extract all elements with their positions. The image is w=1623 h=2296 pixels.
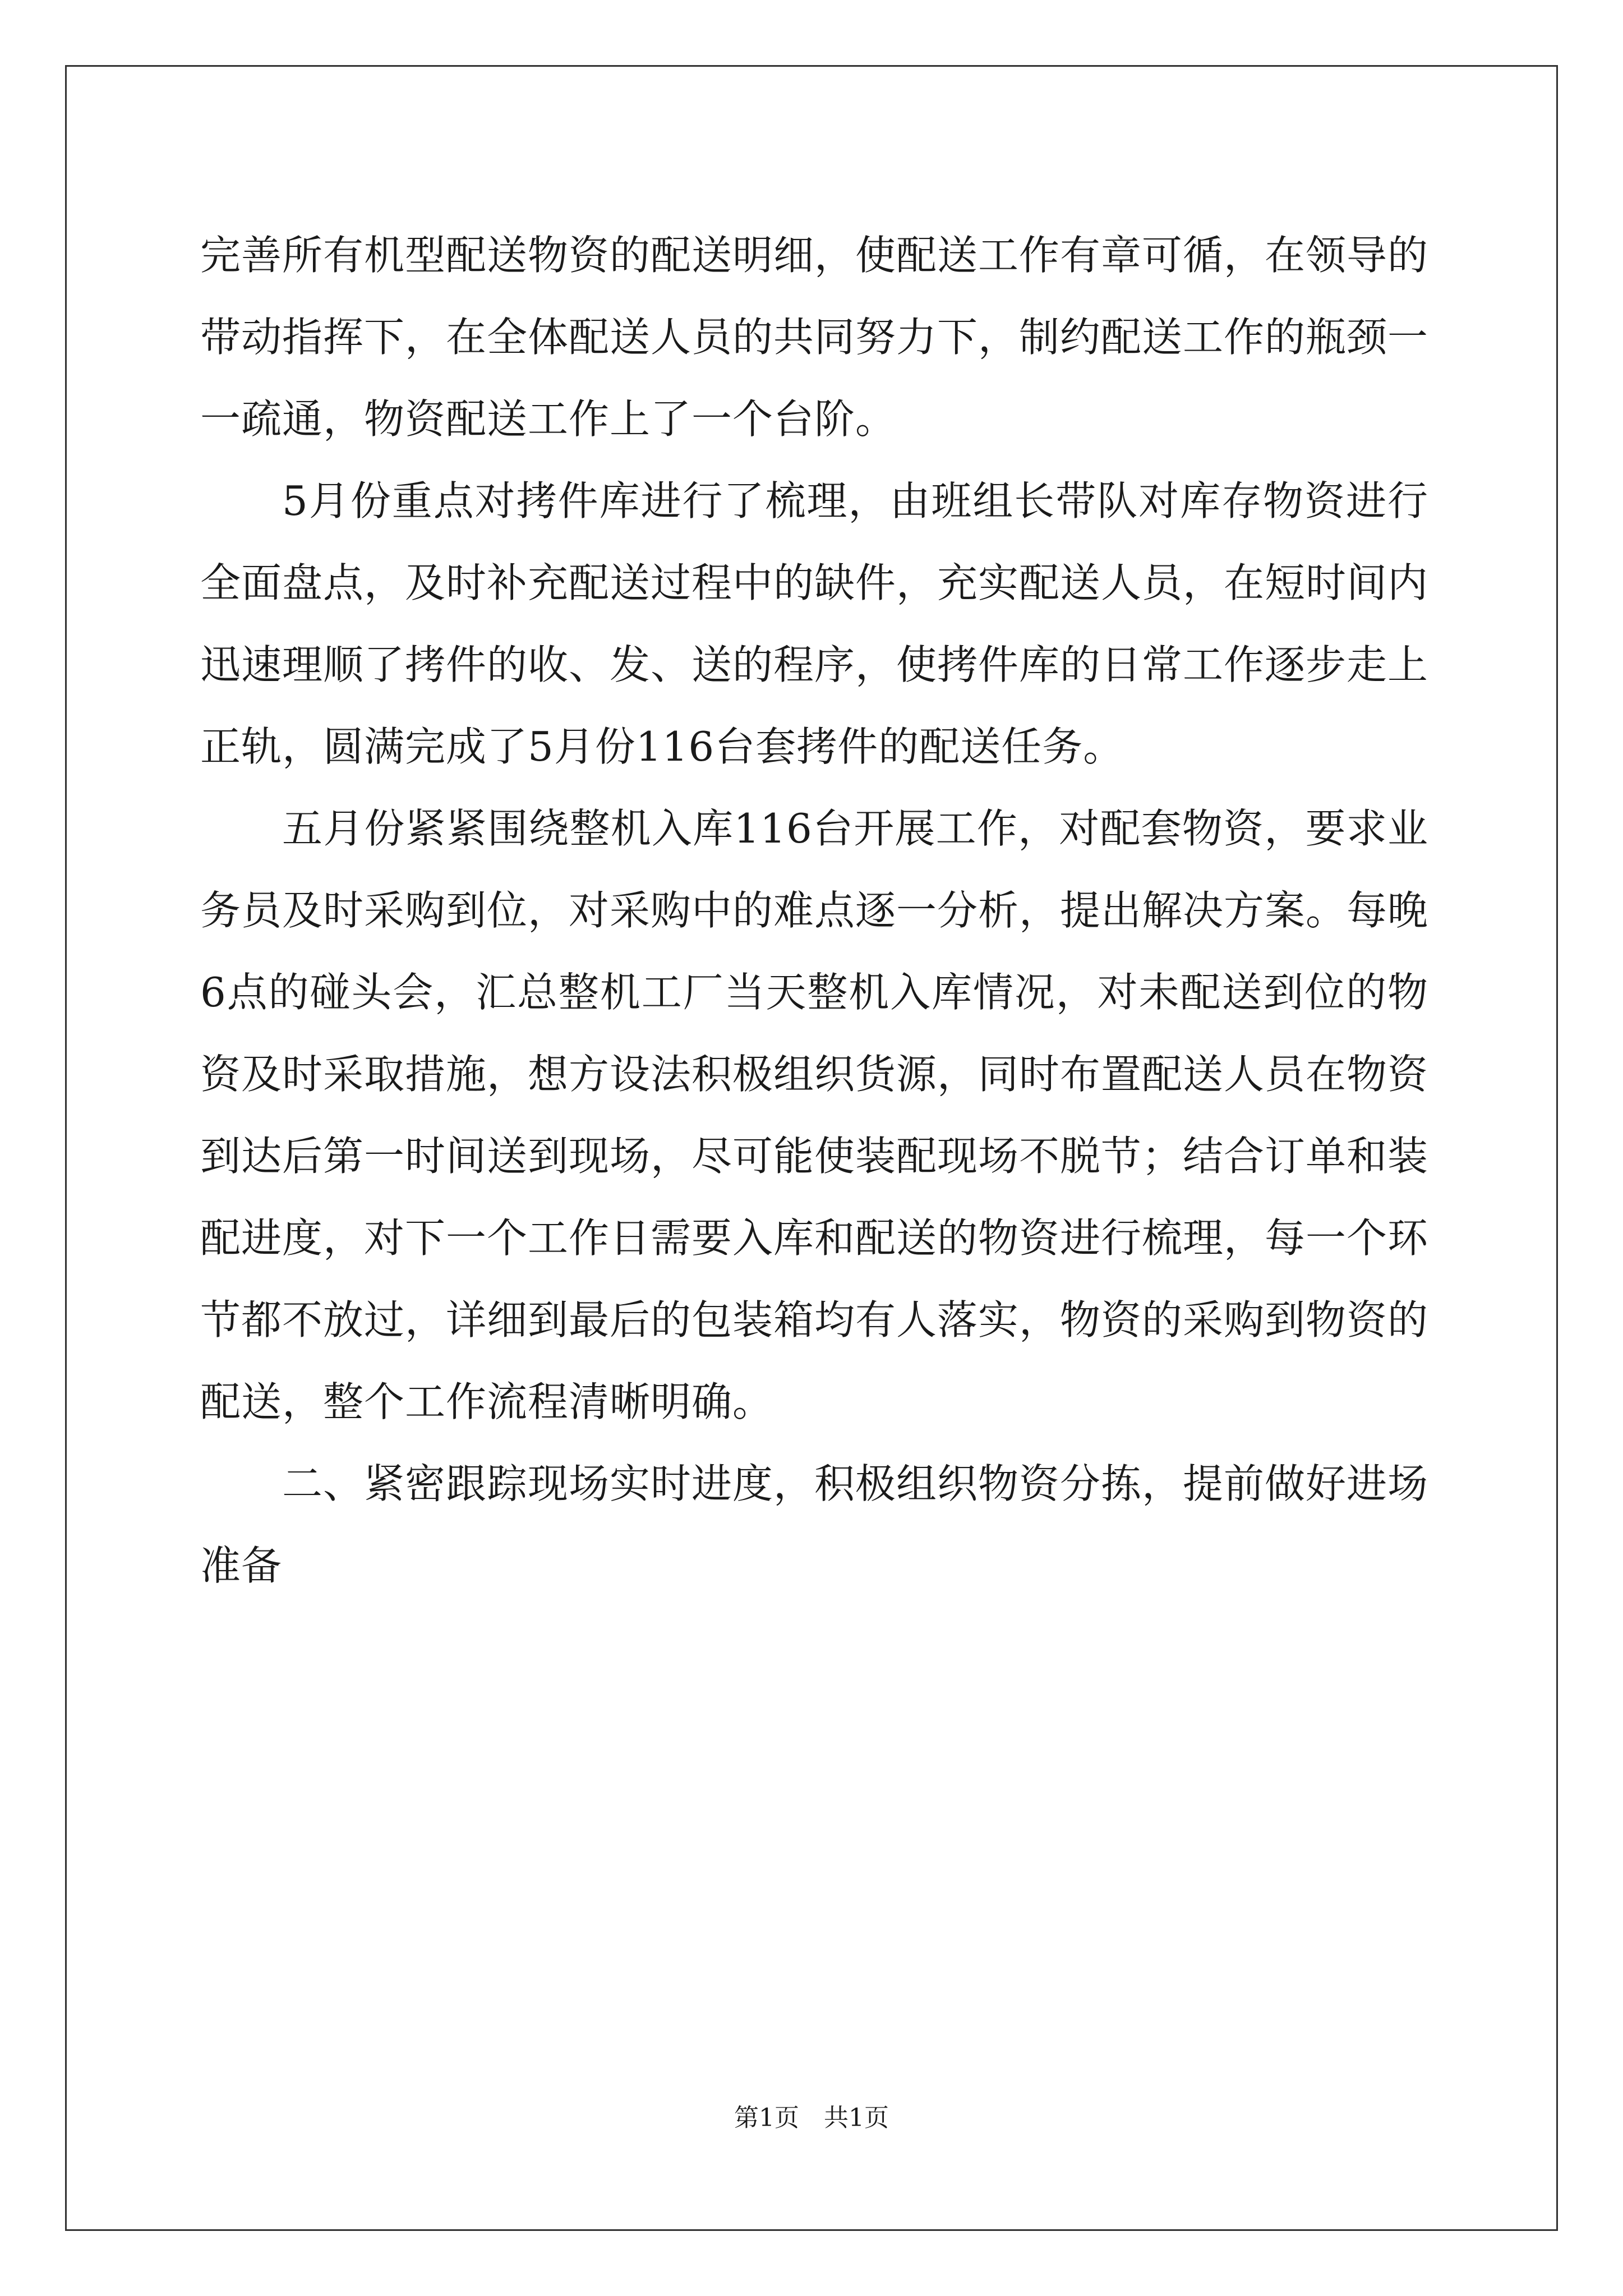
paragraph-4: 二、紧密跟踪现场实时进度，积极组织物资分拣，提前做好进场准备 xyxy=(200,1460,1429,1589)
paragraph-3: 五月份紧紧围绕整机入库116台开展工作，对配套物资，要求业务员及时采购到位，对采购中的难点逐一分析，提出解决方案。每晚6点的碰头会，汇总整机工厂当天整机入库情况，对未配送到位的物资及时采取措施，想方设法积极组织货源，同时布置配送人员在物资到达后第一时间送到现场，尽可能使装配现场不脱节；结合订单和装配进度，对下一个工作日需要入库和配送的物资进行梳理，每一个环节都不放过，详细到最后的包装箱均有人落实，物资的采购到物资的配送，整个工作流程清晰明确。 xyxy=(200,805,1429,1425)
paragraph-2: 5月份重点对拷件库进行了梳理，由班组长带队对库存物资进行全面盘点，及时补充配送过程中的缺件，充实配送人员，在短时间内迅速理顺了拷件的收、发、送的程序，使拷件库的日常工作逐步走上正轨，圆满完成了5月份116台套拷件的配送任务。 xyxy=(200,477,1429,770)
paragraph-1: 完善所有机型配送物资的配送明细，使配送工作有章可循，在领导的带动指挥下，在全体配送人员的共同努力下，制约配送工作的瓶颈一一疏通，物资配送工作上了一个台阶。 xyxy=(200,232,1429,443)
document-body xyxy=(200,214,1428,1607)
page-footer: 第1页 共1页 xyxy=(734,2104,889,2132)
